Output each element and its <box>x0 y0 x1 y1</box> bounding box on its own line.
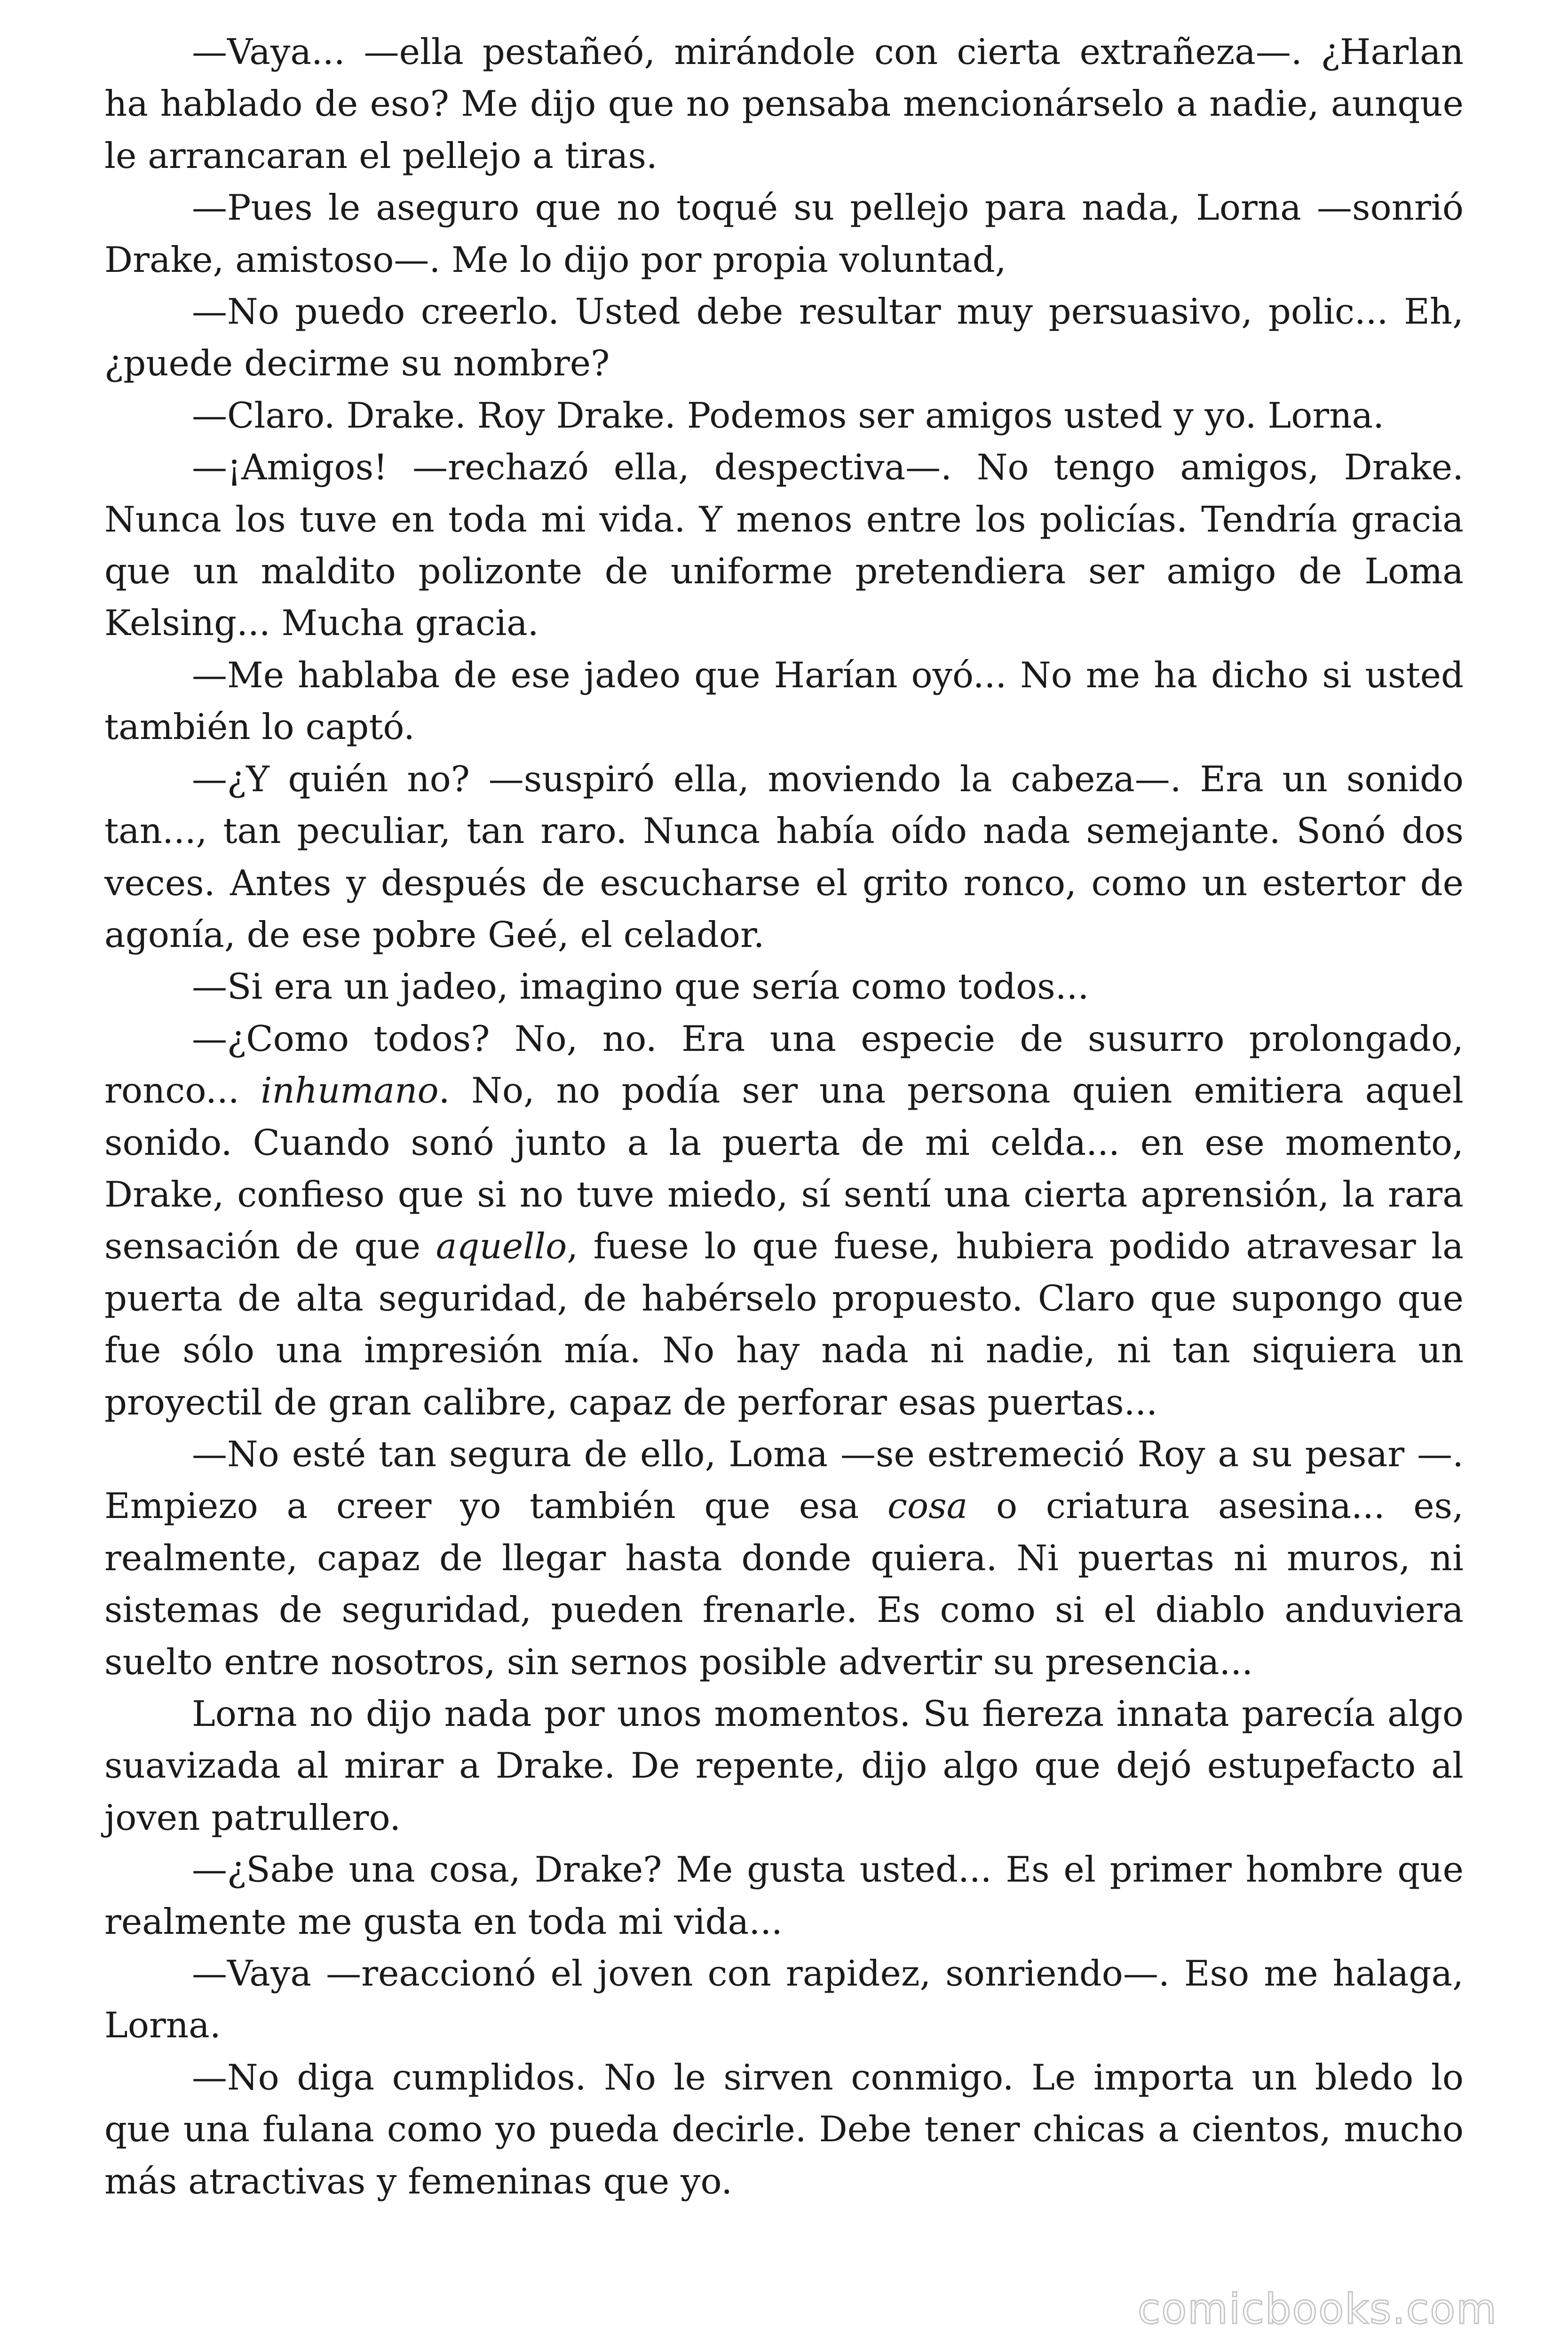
watermark-logo: comicbooks.com <box>1137 2285 1497 2333</box>
paragraph: Lorna no dijo nada por unos momentos. Su fiereza innata parecía algo suavizada al mirar a Drake. De repente, dijo algo que dejó estupefacto al joven patrullero. <box>104 1693 1464 1838</box>
paragraph: —Pues le aseguro que no toqué su pellejo para nada, Lorna —sonrió Drake, amistoso—. Me lo dijo por propia voluntad, <box>104 187 1464 280</box>
paragraph: —Me hablaba de ese jadeo que Harían oyó... No me ha dicho si usted también lo captó. <box>104 654 1464 748</box>
paragraph: —¿Sabe una cosa, Drake? Me gusta usted... Es el primer hombre que realmente me gusta en toda mi vida... <box>104 1849 1464 1942</box>
paragraph: —¿Como todos? No, no. Era una especie de susurro prolongado, ronco... inhumano. No, no podía ser una persona quien emitiera aquel sonido. Cuando sonó junto a la puerta de mi celda... en ese momento, Drake, confieso que si no tuve miedo, sí sentí una cierta aprensión, la rara sensación de que aquello, fuese lo que fuese, hubiera podido atravesar la puerta de alta seguridad, de habérselo propuesto. Claro que supongo que fue sólo una impresión mía. No hay nada ni nadie, ni tan siquiera un proyectil de gran calibre, capaz de perforar esas puertas... <box>104 1017 1464 1423</box>
paragraph: —Si era un jadeo, imagino que sería como todos... <box>192 966 1089 1008</box>
book-page-text <box>104 26 1464 2274</box>
paragraph: —Claro. Drake. Roy Drake. Podemos ser amigos usted y yo. Lorna. <box>192 394 1385 436</box>
paragraph: —Vaya —reaccionó el joven con rapidez, sonriendo—. Eso me halaga, Lorna. <box>104 1953 1464 2046</box>
italic-word: aquello <box>436 1225 567 1267</box>
paragraph: —No diga cumplidos. No le sirven conmigo. Le importa un bledo lo que una fulana como yo pueda decirle. Debe tener chicas a cientos, mucho más atractivas y femeninas que yo. <box>104 2056 1464 2202</box>
paragraph: —¡Amigos! —rechazó ella, despectiva—. No tengo amigos, Drake. Nunca los tuve en toda mi vida. Y menos entre los policías. Tendría gracia que un maldito polizonte de uniforme pretendiera ser amigo de Loma Kelsing... Mucha gracia. <box>104 446 1464 644</box>
paragraph: —No puedo creerlo. Usted debe resultar muy persuasivo, polic... Eh, ¿puede decirme su nombre? <box>104 291 1464 384</box>
paragraph: —Vaya... —ella pestañeó, mirándole con cierta extrañeza—. ¿Harlan ha hablado de eso? Me dijo que no pensaba mencionárselo a nadie, aunque le arrancaran el pellejo a tiras. <box>104 31 1464 176</box>
paragraph: —No esté tan segura de ello, Loma —se estremeció Roy a su pesar —. Empiezo a creer yo también que esa cosa o criatura asesina... es, realmente, capaz de llegar hasta donde quiera. Ni puertas ni muros, ni sistemas de seguridad, pueden frenarle. Es como si el diablo anduviera suelto entre nosotros, sin sernos posible advertir su presencia... <box>104 1433 1464 1683</box>
paragraph: —¿Y quién no? —suspiró ella, moviendo la cabeza—. Era un sonido tan..., tan peculiar, tan raro. Nunca había oído nada semejante. Sonó dos veces. Antes y después de escucharse el grito ronco, como un estertor de agonía, de ese pobre Geé, el celador. <box>104 758 1464 955</box>
italic-word: cosa <box>887 1485 968 1527</box>
italic-word: inhumano <box>261 1070 439 1112</box>
